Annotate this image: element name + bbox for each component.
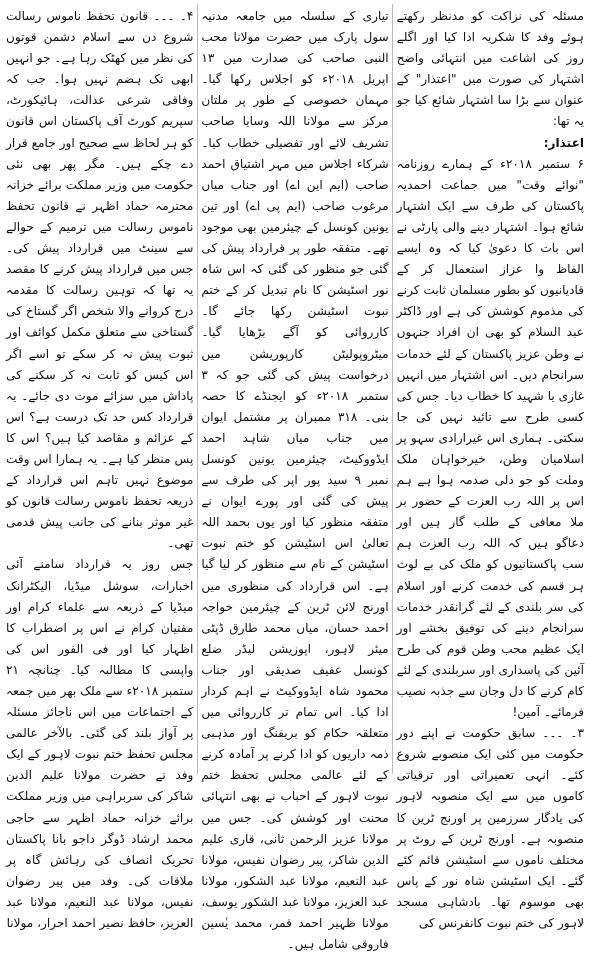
column-left [6, 6, 194, 931]
paragraph: ۶ ستمبر ۲۰۱۸ء کے ہمارے روزنامہ "نوائے وقت" میں جماعت احمدیہ پاکستان کی طرف سے ایک اشتہار شائع ہوا۔ اشتہار دینے والی پارٹی نے اس بات کا دعویٰ کیا کہ وہ ایسے الفاظ وا عزاز استعمال کر کے قادیانیوں کو بطور مسلمان ثابت کرنے کی مذموم کوشش کی ہے اور ڈاکٹر عبد السلام کو بھی ان افراد جنہوں نے وطن عزیز پاکستان کے لئے خدمات سرانجام دیں۔ اس اشتہار میں انہیں غازی یا شہید کا خطاب دیا۔ جس کی کسی طرح سے تائید نہیں کی جا سکتی۔ ہماری اس غیرارادی سہو پر اسلامیان وطن، خیرخواہان ملک وملت کو جو دلی صدمہ ہوا ہے ہم اس پر اللہ رب العزت کے حضور بر ملا معافی کے طلب گار ہیں اور دعاگو ہیں کہ اللہ رب العزت ہم سب پاکستانیوں کو ملک کی بے لوث ہر قسم کی خدمت کرنے اور اسلام کی سر بلندی کے لئے گرانقدر خدمات سرانجام دینے کی توفیق بخشے اور ایک عظیم محب وطن قوم کی طرح آئین کی پاسداری اور سربلندی کے لئے کام کرنے کا دل وجان سے جذبہ نصیب فرمائے۔ آمین! [396, 156, 584, 720]
paragraph: جس روز یہ قرارداد سامنے آئی اخبارات، سوشل میڈیا، الیکٹرانک میڈیا کے ذریعہ سے علماء کرام اور مفتیان کرام نے اس پر اضطراب کا اظہار کیا اور فی الفور اس کی واپسی کا مطالبہ کیا۔ چنانچہ ۲۱ ستمبر ۲۰۱۸ء سے ملک بھر میں جمعہ کے اجتماعات میں اس ناجائز مسئلہ پر آواز بلند کی گئی۔ بالآخر عالمی مجلس تحفظ ختم نبوت لاہور کے ایک وفد نے حضرت مولانا علیم الدین شاکر کی سربراہی میں وزیر مملکت برائے خزانہ حماد اظہر سے حاجی محمد ارشاد ڈوگر داجو بانا پاکستان تحریک انصاف کی رہائش گاہ پر ملاقات کی۔ وفد میں پیر رضوان نفیس، مولانا عبد النعیم، مولانا عبد العزیز، حافظ نصیر احمد احرار، مولانا [6, 557, 194, 931]
paragraph: ۴۔ ۔۔۔ قانون تحفظ ناموس رسالت شروع دن سے اسلام دشمن قوتوں کی نظر میں کھٹک رہا ہے۔ جو انہیں ابھی تک ہضم نہیں ہوا۔ جب کہ وفاقی شرعی عدالت، ہائیکورٹ، سپریم کورٹ آف پاکستان اس قانون کو ہر لحاظ سے صحیح اور جامع قرار دے چکے ہیں۔ مگر پھر بھی نئی حکومت میں وزیر مملکت برائے خزانہ محترمہ حماد اظہر نے قانون تحفظ ناموس رسالت میں ترمیم کے حوالے سے سینٹ میں قرارداد پیش کی۔ جس میں قرارداد پیش کرنے کا مقصد یہ تھا کہ توہین رسالت کا مقدمہ درج کروانے والا شخص اگر گستاخ کی گستاخی سے متعلق مکمل کوائف اور ثبوت پیش نہ کر سکے تو اسے اگر اس کیس کو ثابت نہ کر سکنے کی پاداش میں سزائے موت دی جائے۔ یہ قرارداد کس حد تک درست ہے؟ اس کے عزائم و مقاصد کیا ہیں؟ اس کا پس منظر کیا ہے۔ یہ ہمارا اس وقت موضوع نہیں تاہم اس قرارداد کے ذریعہ تحفظ ناموس رسالت قانون کو غیر موثر بنانے کی جانب پیش قدمی تھی۔ [6, 9, 194, 551]
column-divider [392, 4, 393, 774]
paragraph: ۳۔ ۔۔۔ سابق حکومت نے اپنے دور حکومت میں کئی ایک منصوبے شروع کئے۔ انہی تعمیراتی اور ترقیاتی کاموں میں سے ایک منصوبہ لاہور کی یادگار سرزمین پر اورنج ٹرین کا منصوبہ ہے۔ اورنج ٹرین کے روٹ پر مختلف ناموں سے اسٹیشن قائم کئے گئے۔ ایک اسٹیشن شاہ نور کے پاس بھی موسوم تھا۔ بادشاہی مسجد لاہور کی ختم نبوت کانفرنس کی [396, 726, 584, 931]
column-middle [201, 6, 389, 952]
section-heading: اعتذار: [543, 135, 584, 150]
column-right [396, 6, 584, 931]
paragraph: مسئلہ کی نزاکت کو مدنظر رکھتے ہوئے وفد کا شکریہ ادا کیا اور اگلے روز کی اشاعت میں انتہائی واضح اشتہار کی صورت میں "اعتذار" کے عنوان سے بڑا سا اشتہار شائع کیا جو یہ تھا: [396, 9, 584, 129]
paragraph: تیاری کے سلسلہ میں جامعہ مدنیہ سول پارک میں حضرت مولانا محب النبی صاحب کی صدارت میں ۱۳ اپریل ۲۰۱۸ء کو اجلاس رکھا گیا۔ مہمان خصوصی کے طور پر ملتان مرکز سے مولانا اللہ وسایا صاحب تشریف لائے اور تفصیلی خطاب کیا۔ شرکاء اجلاس میں مہر اشتیاق احمد صاحب (ایم این اے) اور جناب میاں مرغوب صاحب (ایم پی اے) اور تین یونین کونسل کے چیئرمین بھی موجود تھے۔ متفقہ طور پر قرارداد پیش کی گئی جو منظور کی گئی کہ اس شاہ نور اسٹیشن کا نام تبدیل کر کے ختم نبوت اسٹیشن رکھا جائے گا۔ کارروائی کو آگے بڑھایا گیا۔ میٹروپولیٹن کارپوریشن میں درخواست پیش کی گئی جو کہ ۳ ستمبر ۲۰۱۸ء کو ایجنڈے کا حصہ بنی۔ ۳۱۸ ممبران پر مشتمل ایوان میں جناب میاں شاہد احمد ایڈووکیٹ، چیئرمین یونین کونسل نمبر ۹ سید پور اپر کی طرف سے پیش کی گئی اور پورے ایوان نے متفقہ منظور کیا اور یوں بحمد اللہ تعالیٰ اس اسٹیشن کو ختم نبوت اسٹیشن کے نام سے منظور کر لیا گیا ہے۔ اس قرارداد کی منظوری میں اورنج لائن ٹرین کے چیئرمین خواجہ احمد حسان، میاں محمد طارق ڈپٹی میئر لاہور، اپوزیشن لیڈر ضلع کونسل عفیف صدیقی اور جناب محمود شاہ ایڈووکیٹ نے اہم کردار ادا کیا۔ اس تمام تر کارروائی میں متعلقہ حکام کو بریفنگ اور مذہبی ذمہ داریوں کو ادا کرنے پر آمادہ کرنے کے لئے عالمی مجلس تحفظ ختم نبوت لاہور کے احباب نے بھی انتہائی محنت اور کوشش کی۔ جس میں مولانا عزیز الرحمن ثانی، قاری علیم الدین شاکر، پیر رضوان نفیس، مولانا عبد النعیم، مولانا عبد الشکور، مولانا عبد العزیز، مولانا عبد الشکور یوسف، مولانا ظہیر احمد قمر، محمد یٰسین فاروقی شامل ہیں۔ [201, 9, 389, 952]
column-divider [197, 4, 198, 774]
